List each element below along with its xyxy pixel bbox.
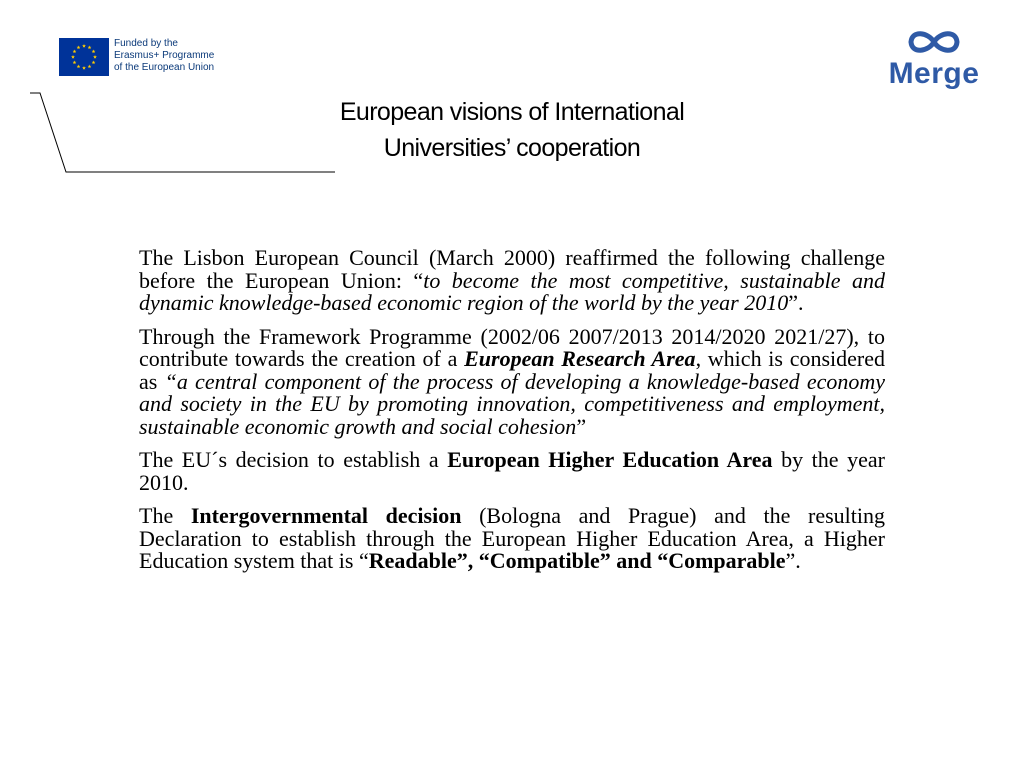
- merge-logo: [882, 26, 986, 91]
- paragraph-lisbon-council: The Lisbon European Council (March 2000) reaffirmed the following challenge before the European Union: “to become the most competitive, sustainable and dynamic knowledge-based economic region of the world by the year 2010”.: [139, 245, 885, 315]
- title-line-2: Universities’ cooperation: [383, 134, 641, 162]
- paragraph-framework-programme: Through the Framework Programme (2002/06 2007/2013 2014/2020 2021/27), to contribute towards the creation of a European Research Area, which is considered as “a central component of the process of developing a knowledge-based economy and society in the EU by promoting innovation, competitiveness and employment, sustainable economic growth and social cohesion”: [139, 323, 886, 439]
- title-line-1: European visions of International: [339, 98, 685, 126]
- paragraph-intergovernmental-decision: The Intergovernmental decision (Bologna and Prague) and the resulting Declaration to establish through the European Higher Education Area, a Higher Education system that is “Readable”, “Compatible” and “Comparable”.: [139, 503, 885, 573]
- paragraph-higher-education-area: The EU´s decision to establish a European Higher Education Area by the year 2010.: [139, 447, 885, 495]
- slide-body: [139, 247, 885, 584]
- eu-text-line-3: of the European Union: [114, 62, 215, 73]
- eu-text-line-2: Erasmus+ Programme: [114, 50, 215, 61]
- merge-wordmark: Merge: [888, 57, 980, 90]
- slide-title: [262, 94, 762, 166]
- infinity-loop-icon: [906, 26, 962, 58]
- eu-text-line-1: Funded by the: [114, 38, 178, 49]
